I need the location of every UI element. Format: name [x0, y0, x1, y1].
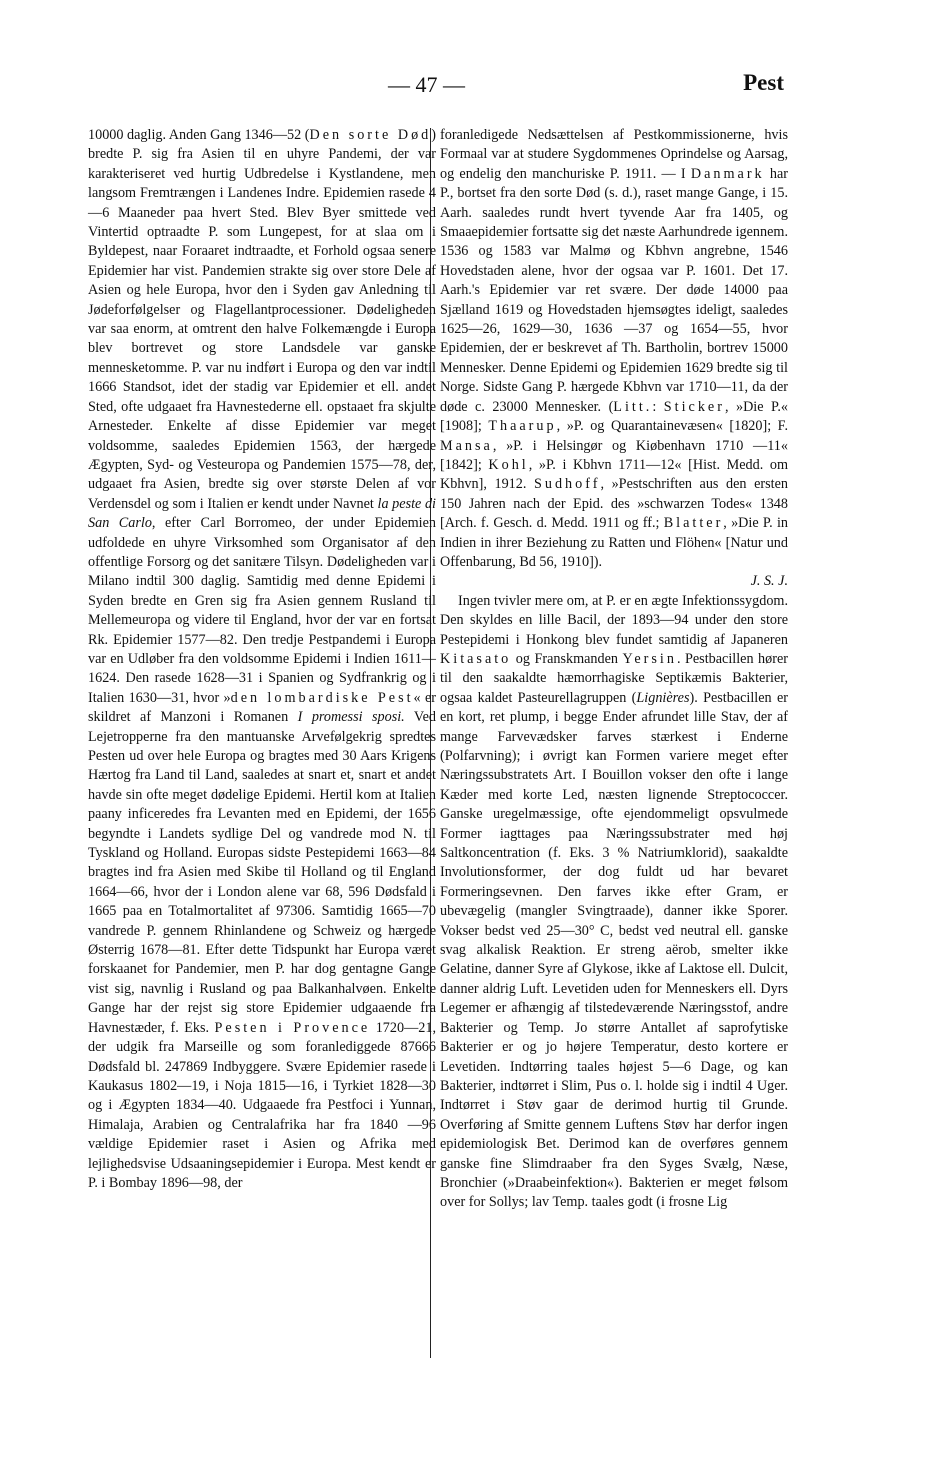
- author-name: Mansa: [440, 437, 493, 454]
- text-run: Ved Lejetropperne fra den mantuanske Arvefølgekrig spredtes Pesten ud over hele Europa og bragtes med 30 Aars Krigens Hærtog fra Land til Land, saaledes at snart et, snart et andet havde sin ofte meget dødelige Epidemi. Hertil kom at Italien paany inficeredes fra Levanten med en Epidemi, der 1656 begyndte i Landets sydlige Del og vandrede mod N. til Tyskland og Holland. Europas sidste Pestepidemi 1663—84 bragtes ind fra Asien med Skibe til Holland og til England 1664—66, hvor der i London alene var 68, 596 Dødsfald i 1665 paa en Totalmortalitet af 97306. Samtidig 1665—70 vandrede P. gennem Rhinlandene og Schweiz og hærgede Østerrig 1678—81. Efter dette Tidspunkt har Europa været forskaanet for Pandemier, men P. har dog gentagne Gange vist sig, navnlig i Rusland og paa Balkanhalvøen. Enkelte Gange har der rejst sig store Epidemier udgaaende fra Havnestæder, f. Eks.: [88, 709, 436, 1036]
- spaced-term: Kitasato: [440, 650, 512, 667]
- text-run: 1720—21, der udgik fra Marseille og som foranlediggede 87666 Dødsfald bl. 247869 Indbyggere. Svære Epidemier rasede i Kaukasus 1802—19, i Noja 1815—16, i Tyrkiet 1828—30 og i Ægypten 1834—40. Udgaaede fra Pestfoci i Yunnan, Himalaja, Arabien og Centralafrika har fra 1840 —96 vældige Epidemier raset i Asien og Afrika med lejlighedsvise Udsaaningsepidemier i Europa. Mest kendt er P. i Bombay 1896—98, der: [88, 1019, 436, 1191]
- text-run: , »Die P. in Indien in ihrer Beziehung zu Ratten und Flöhen« [Natur und Offenbarung, Bd 56, 1910]).: [440, 515, 788, 570]
- text-run: foranledigede Nedsættelsen af Pestkommissionerne, hvis Formaal var at studere Sygdommenes Oprindelse og Aarsag, og endelig den manchuriske P. 1911. — I: [440, 127, 788, 182]
- author-name: Sticker: [663, 398, 725, 415]
- text-run: , efter Carl Borromeo, der under Epidemien udfoldede en uhyre Virksomhed som Organisator af den offentlige Forsorg og det sanitære Tilsyn. Dødeligheden var i Milano indtil 300 daglig. Samtidig med denne Epidemi i Syden bredte en Gren sig fra Asien gennem Rusland til Mellemeuropa og videre til England, hvor der var en fortsat Rk. Epidemier 1577—82. Den tredje Pestpandemi i Europa var en Udløber fra den voldsomme Epidemi i Indien 1611—1624. Den rasede 1628—31 i Spanien og Sydfrankrig og i Italien 1630—31, hvor »: [88, 515, 436, 706]
- text-run: « er skildret af Manzoni i Romanen: [88, 689, 436, 726]
- left-column: [88, 126, 436, 1193]
- spaced-term: Litt.: [613, 398, 653, 415]
- italic-term: Lignières: [636, 689, 690, 706]
- right-column: [440, 126, 788, 1213]
- text-run: ). Pestbacillen er en kort, ret plump, i begge Ender afrundet lille Stav, der af mange Farvevædsker farves stærkest i Enderne (Polfarvning); i øvrigt kan Formen variere meget efter Næringssubstratets Art. I Bouillon vokser den ofte i lange Kæder med korte Led, næsten lignende Streptococcer. Ganske uregelmæssige, ofte ejendommeligt opsvulmede Former iagttages paa Næringssubstrater med høj Saltkoncentration (f. Eks. 3 % Natriumklorid), saakaldte Involutionsformer, der dog fuldt ud har bevaret Formeringsevnen. Den farves ikke efter Gram, er ubevægelig (mangler Svingtraade), danner ikke Sporer. Vokser bedst ved 25—30° C, bedst ved neutral ell. ganske svag alkalisk Reaktion. Er streng aërob, smelter ikke Gelatine, danner Syre af Glykose, ikke af Laktose ell. Dulcit, danner aldrig Luft. Levetiden uden for Menneskers ell. Dyrs Legemer er afhængig af tilstedeværende Næringsstof, andre Bakterier og Temp. Jo større Antallet af saprofytiske Bakterier er og jo højere Temperatur, desto kortere er Levetiden. Indtørring taales højest 5—6 Dage, og kan Bakterier, indtørret i Slim, Pus o. l. holde sig i indtil 4 Uger. Indtørret i Støv gaar de derimod hurtig til Grunde. Overføring af Smitte gennem Luftens Støv har derfor ingen epidemiologisk Bet. Derimod kan de overføres gennem ganske fine Slimdraaber fra den Syges Svælg, Næse, Bronchier (»Draabeinfektion«). Bakterien er meget følsom over for Sollys; lav Temp. taales godt (i frosne Lig: [440, 689, 788, 1211]
- text-run: ) bredte P. sig fra Asien til en uhyre Pandemi, der var karakteriseret ved hurtig Udbredelse i Kystlandene, men langsom Fremtrængen i Landenes Indre. Epidemien rasede 4—6 Maaneder paa hvert Sted. Blev Byer smittede ved Vintertid optraadte P. som Lungepest, for at slaa om i Byldepest, naar Foraaret indtraadte, et Forhold ogsaa senere Epidemier har vist. Pandemien strakte sig over store Dele af Asien og hele Europa, hvor den i Syden gav Anledning til Jødeforfølgelser og Flagellantprocessioner. Dødeligheden var saa enorm, at omtrent den halve Folkemængde i Europa blev bortrevet og store Landsdele var ganske mennesketomme. P. var nu indført i Europa og den var indtil 1666 Standsot, idet der stadig var Epidemier et ell. andet Sted, ofte udgaaet fra Havnestederne ell. opstaaet fra skjulte Arnesteder. Enkelte af disse Epidemier var meget voldsomme, saaledes Epidemien 1563, der hærgede Ægypten, Syd- og Vesteuropa og Pandemien 1575—78, der, udgaaet fra Asien, bredte sig over største Delen af vor Verdensdel og som i Italien er kendt under Navnet: [88, 127, 436, 512]
- author-name: Sudhoff: [533, 476, 601, 493]
- text-run: har P., bortset fra den sorte Død (s. d.), raset mange Gange, i 15. Aarh. saaledes rundt hvert tyvende Aar fra 1405, og Smaaepidemier fortsatte sig det næste Aarhundrede igennem. 1536 og 1583 var Malmø og Kbhvn angrebne, 1546 Hovedstaden alene, hvor der ogsaa var P. 1601. Det 17. Aarh.'s Epidemier var ret svære. Der døde 14000 paa Sjælland 1619 og Hovedstaden hjemsøgtes ideligt, saaledes 1625—26, 1629—30, 1636 —37 og 1654—55, hvor Epidemien, der er beskrevet af Th. Bartholin, bortrev 15000 Mennesker. Denne Epidemi og Epidemien 1629 bredte sig til Norge. Sidste Gang P. hærgede Kbhvn var 1710—11, da der døde c. 23000 Mennesker. (: [440, 165, 788, 415]
- author-name: Kohl: [488, 456, 529, 473]
- text-run: , »P. og Quarantainevæsen« [1820]; F.: [556, 418, 788, 435]
- page-number: — 47 —: [388, 72, 465, 97]
- page-header: [118, 70, 786, 102]
- text-run: 10000 daglig. Anden Gang 1346—52 (: [88, 127, 310, 143]
- spaced-term: Pesten i Provence: [214, 1019, 371, 1036]
- text-run: :: [652, 398, 664, 415]
- text-run: og Franskmanden: [511, 650, 623, 667]
- author-name: Thaarup: [488, 418, 557, 435]
- spaced-term: Yersin: [622, 650, 677, 667]
- spaced-term: Den sorte Død: [309, 127, 432, 143]
- author-name: Blatter: [663, 515, 724, 532]
- paragraph: [440, 592, 788, 1213]
- text-run: , »P. i Helsingør og Kiøbenhavn 1710 —11« [1842];: [440, 437, 788, 473]
- text-run: , »Die P.« [1908];: [440, 398, 788, 435]
- paragraph: [440, 126, 788, 572]
- running-head: Pest: [743, 70, 784, 95]
- text-run: , »Pestschriften aus den ersten 150 Jahren nach der Epid. des »schwarzen Todes« 1348 [Arch. f. Gesch. d. Medd. 1911 og ff.;: [440, 476, 788, 532]
- spaced-term: Danmark: [690, 165, 765, 182]
- italic-term: I promessi sposi.: [297, 709, 405, 726]
- spaced-term: den lombardiske Pest: [230, 689, 414, 706]
- text-run: . Pestbacillen hører til den saakaldte hæmorrhagiske Septikæmis Bakterier, ogsaa kaldet Pasteurellagruppen (: [440, 650, 788, 706]
- author-signature: J. S. J.: [750, 573, 788, 590]
- text-run: Ingen tvivler mere om, at P. er en ægte Infektionssygdom. Den skyldes en lille Bacil, der 1893—94 under den store Pestepidemi i Honkong blev fundet samtidig af Japaneren: [440, 592, 788, 648]
- italic-term: la peste di San Carlo: [88, 495, 436, 532]
- text-run: , »P. i Kbhvn 1711—12« [Hist. Medd. om Kbhvn], 1912.: [440, 456, 788, 493]
- paragraph: [88, 126, 436, 1193]
